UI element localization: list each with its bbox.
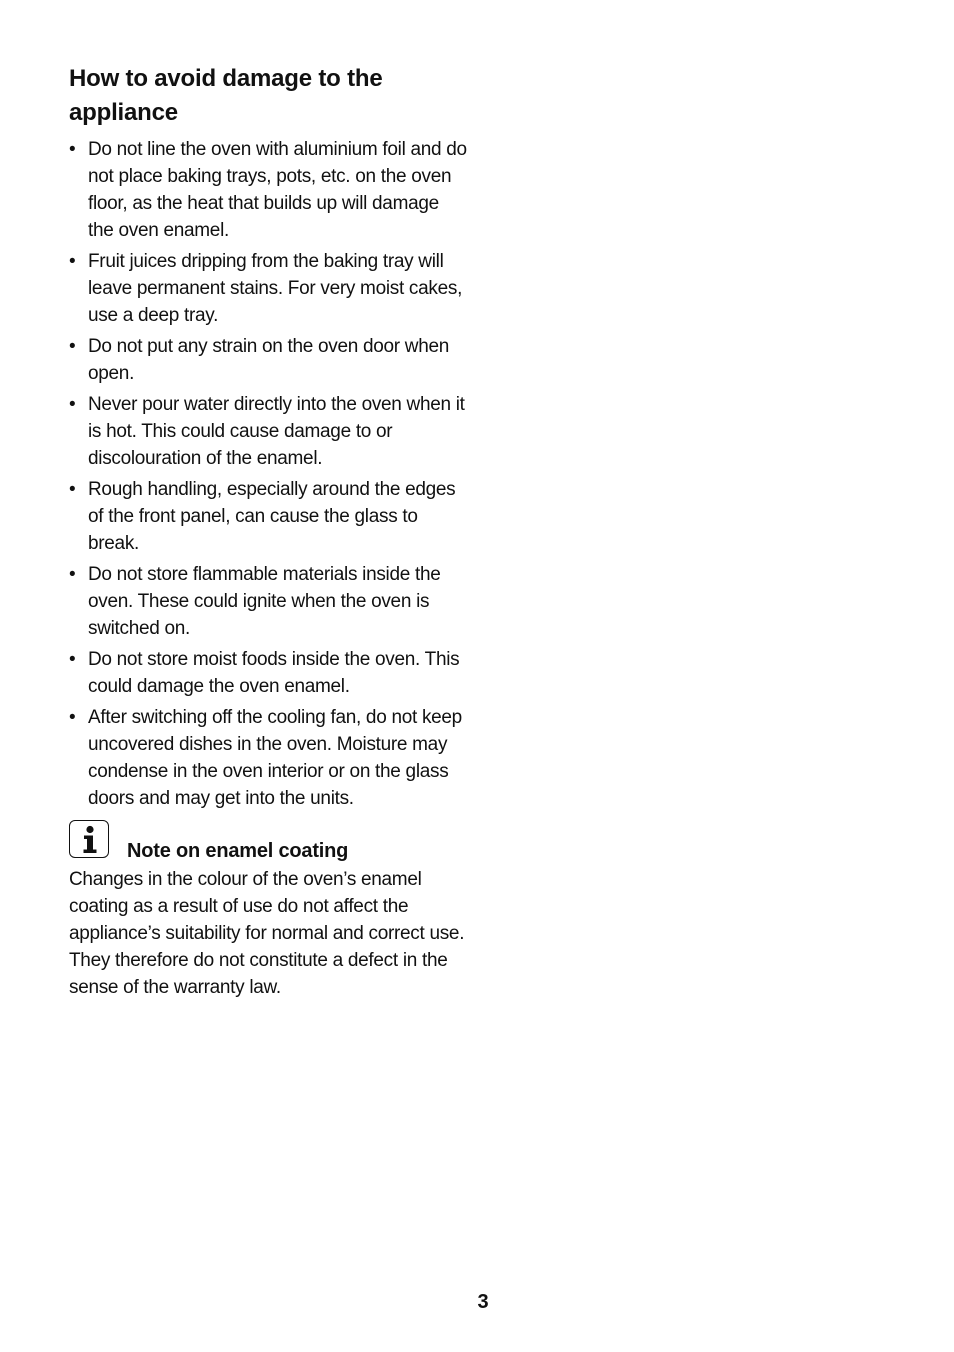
bullet-text: Do not put any strain on the oven door when open.	[88, 336, 450, 384]
bullet-dot: •	[69, 707, 76, 728]
bullet-dot: •	[69, 251, 76, 272]
bullet-dot: •	[69, 336, 76, 357]
list-item	[69, 646, 469, 700]
bullet-dot: •	[69, 564, 76, 585]
bullet-dot: •	[69, 394, 76, 415]
list-item	[69, 704, 469, 812]
bullet-dot: •	[69, 479, 76, 500]
bullet-dot: •	[69, 649, 76, 670]
bullet-text: Rough handling, especially around the edges of the front panel, can cause the glass to break.	[88, 479, 456, 554]
info-icon	[69, 820, 109, 858]
content-column	[69, 62, 469, 1001]
damage-bullet-list	[69, 136, 469, 812]
note-title: Note on enamel coating	[127, 840, 349, 862]
list-item	[69, 248, 469, 329]
page-number: 3	[477, 1291, 489, 1313]
list-item	[69, 136, 469, 244]
bullet-text: Fruit juices dripping from the baking tray will leave permanent stains. For very moist cakes, use a deep tray.	[88, 251, 463, 326]
list-item	[69, 476, 469, 557]
info-glyph	[70, 821, 108, 857]
list-item	[69, 391, 469, 472]
note-body: Changes in the colour of the oven’s enamel coating as a result of use do not affect the appliance’s suitability for normal and correct use. They therefore do not constitute a defect in the sense of the warranty law.	[69, 869, 465, 998]
section-heading: How to avoid damage to the appliance	[69, 65, 383, 126]
list-item	[69, 333, 469, 387]
bullet-dot: •	[69, 139, 76, 160]
bullet-text: Never pour water directly into the oven when it is hot. This could cause damage to or discolouration of the enamel.	[88, 394, 465, 469]
bullet-text: Do not store flammable materials inside the oven. These could ignite when the oven is switched on.	[88, 564, 441, 639]
note-header	[69, 820, 469, 866]
list-item	[69, 561, 469, 642]
bullet-text: Do not store moist foods inside the oven. This could damage the oven enamel.	[88, 649, 460, 697]
bullet-text: Do not line the oven with aluminium foil and do not place baking trays, pots, etc. on the oven floor, as the heat that builds up will damage the oven enamel.	[88, 139, 467, 241]
bullet-text: After switching off the cooling fan, do not keep uncovered dishes in the oven. Moisture may condense in the oven interior or on the glass doors and may get into the units.	[88, 707, 462, 809]
